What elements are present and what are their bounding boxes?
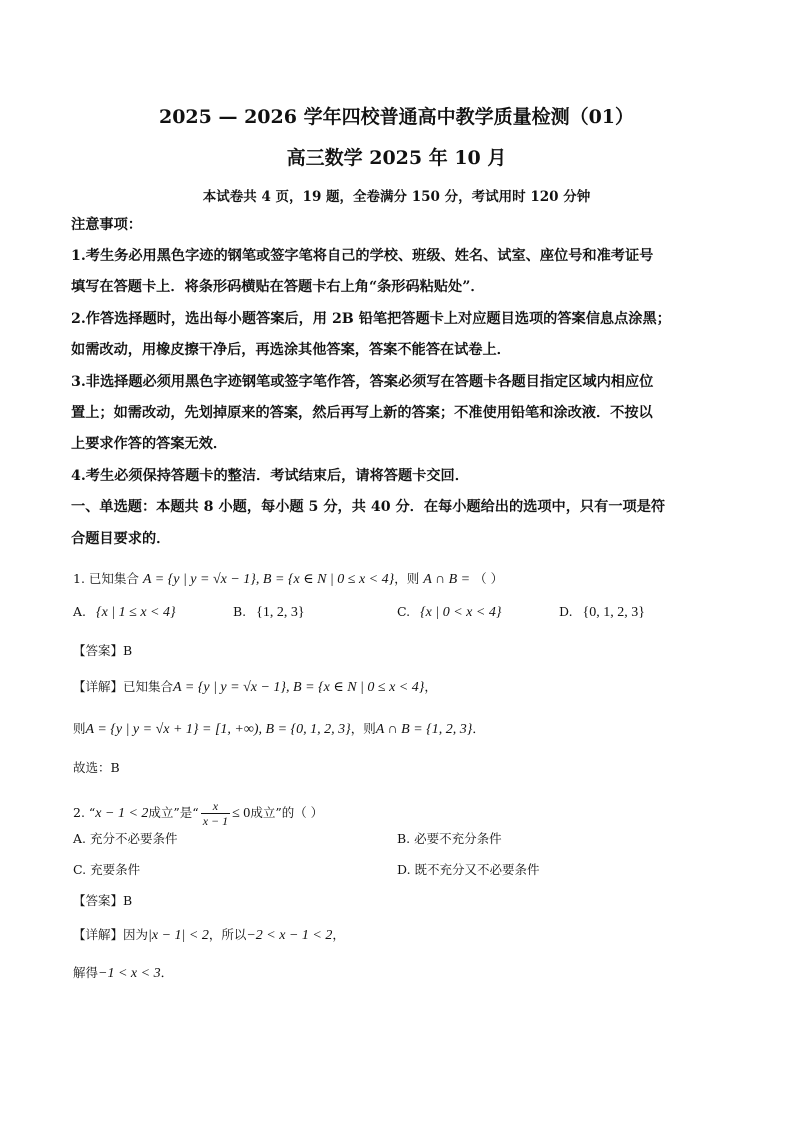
q1-paren: （ ） <box>474 571 504 586</box>
q1-stem-suffix: ，则 <box>394 571 420 586</box>
section-heading-a: 一、单选题：本题共 8 小题，每小题 5 分，共 40 分．在每小题给出的选项中，只有一项是符 <box>71 499 666 515</box>
q2-solve <box>73 963 173 984</box>
q2-solve-end: ． <box>160 965 174 980</box>
q1-option-a <box>73 602 176 623</box>
q1-stem-math2: A ∩ B = <box>423 572 471 587</box>
q1-detail-end: ， <box>424 679 437 694</box>
q1-then-label: 则 <box>73 721 86 736</box>
q2-option-d: D. 既不充分又不必要条件 <box>397 862 540 877</box>
q1-option-a-text: {x | 1 ≤ x < 4} <box>96 605 176 620</box>
q1-detail-math: A = {y | y = √x − 1}, B = {x ∈ N | 0 ≤ x < 4} <box>173 680 425 695</box>
exam-note: 本试卷共 4 页，19 题，全卷满分 150 分，考试用时 120 分钟 <box>202 189 591 205</box>
q1-then-math2: A ∩ B = {1, 2, 3} <box>375 722 473 737</box>
q2-detail-mid: ，所以 <box>208 927 247 942</box>
exam-title: 2025 — 2026 学年四校普通高中教学质量检测（01） <box>158 106 635 128</box>
q1-then-mid: ，则 <box>350 721 376 736</box>
q2-solve-label: 解得 <box>73 965 99 980</box>
q2-option-a: A. 充分不必要条件 <box>73 831 178 846</box>
q2-option-c: C. 充要条件 <box>73 862 141 877</box>
q2-detail-end: ， <box>332 927 345 942</box>
q1-option-c-label: C. <box>397 604 411 619</box>
q1-stem-math: A = {y | y = √x − 1}, B = {x ∈ N | 0 ≤ x < 4} <box>142 572 395 587</box>
q2-detail-math: |x − 1| < 2 <box>148 928 209 943</box>
q2-solve-math: −1 < x < 3 <box>98 966 161 981</box>
q2-detail-math2: −2 < x − 1 < 2 <box>246 928 333 943</box>
notice-item-1b: 填写在答题卡上．将条形码横贴在答题卡右上角“条形码粘贴处”． <box>71 279 485 295</box>
q1-option-b-label: B. <box>233 604 247 619</box>
q1-option-d <box>559 602 645 623</box>
q1-option-d-label: D. <box>559 604 573 619</box>
exam-subtitle: 高三数学 2025 年 10 月 <box>286 147 507 169</box>
q2-detail <box>73 925 345 946</box>
notice-item-3c: 上要求作答的答案无效． <box>71 436 228 452</box>
question-1-stem <box>73 569 503 590</box>
q1-option-a-label: A. <box>73 604 87 619</box>
q2-stem-mid: 成立”是“ <box>148 805 199 820</box>
q1-option-c <box>397 602 501 623</box>
q2-detail-label: 【详解】因为 <box>73 927 149 942</box>
q1-answer: 【答案】B <box>73 643 133 658</box>
notice-item-3a: 3.非选择题必须用黑色字迹钢笔或签字笔作答，答案必须写在答题卡各题目指定区域内相应位 <box>71 374 654 390</box>
q1-detail-label: 【详解】已知集合 <box>73 679 174 694</box>
notice-item-1a: 1.考生务必用黑色字迹的钢笔或签字笔将自己的学校、班级、姓名、试室、座位号和准考证号 <box>71 248 654 264</box>
q2-stem-math: x − 1 < 2 <box>95 806 149 821</box>
section-heading-b: 合题目要求的． <box>71 531 171 547</box>
q2-stem-suffix: 成立”的（ ） <box>250 805 324 820</box>
q2-option-b: B. 必要不充分条件 <box>397 831 502 846</box>
q1-detail-then <box>73 719 485 740</box>
q1-then-end: ． <box>472 721 485 736</box>
q2-frac-denominator: x − 1 <box>202 814 229 828</box>
q1-option-b-text: {1, 2, 3} <box>256 605 305 620</box>
notice-heading: 注意事项： <box>71 217 142 233</box>
q1-choice: 故选：B <box>73 760 120 775</box>
notice-item-2b: 如需改动，用橡皮擦干净后，再选涂其他答案，答案不能答在试卷上． <box>71 342 511 358</box>
q2-frac-numerator: x <box>201 799 230 814</box>
notice-item-2a: 2.作答选择题时，选出每小题答案后，用 2B 铅笔把答题卡上对应题目选项的答案信息点涂黑； <box>71 311 671 327</box>
q2-stem-prefix: 2. “ <box>73 805 96 820</box>
notice-item-3b: 置上；如需改动，先划掉原来的答案，然后再写上新的答案；不准使用铅笔和涂改液．不按以 <box>71 405 653 421</box>
q2-answer: 【答案】B <box>73 893 133 908</box>
q2-fraction <box>201 799 230 828</box>
notice-item-4: 4.考生必须保持答题卡的整洁．考试结束后，请将答题卡交回． <box>71 468 469 484</box>
q1-then-math: A = {y | y = √x + 1} = [1, +∞), B = {0, 1, 2, 3} <box>85 722 351 737</box>
q1-option-d-text: {0, 1, 2, 3} <box>582 605 645 620</box>
q1-option-b <box>233 602 305 623</box>
q1-option-c-text: {x | 0 < x < 4} <box>420 605 502 620</box>
question-2-stem <box>73 796 323 831</box>
q1-detail <box>73 677 437 698</box>
q1-stem-prefix: 1. 已知集合 <box>73 571 139 586</box>
q2-frac-rest: ≤ 0 <box>232 806 251 821</box>
